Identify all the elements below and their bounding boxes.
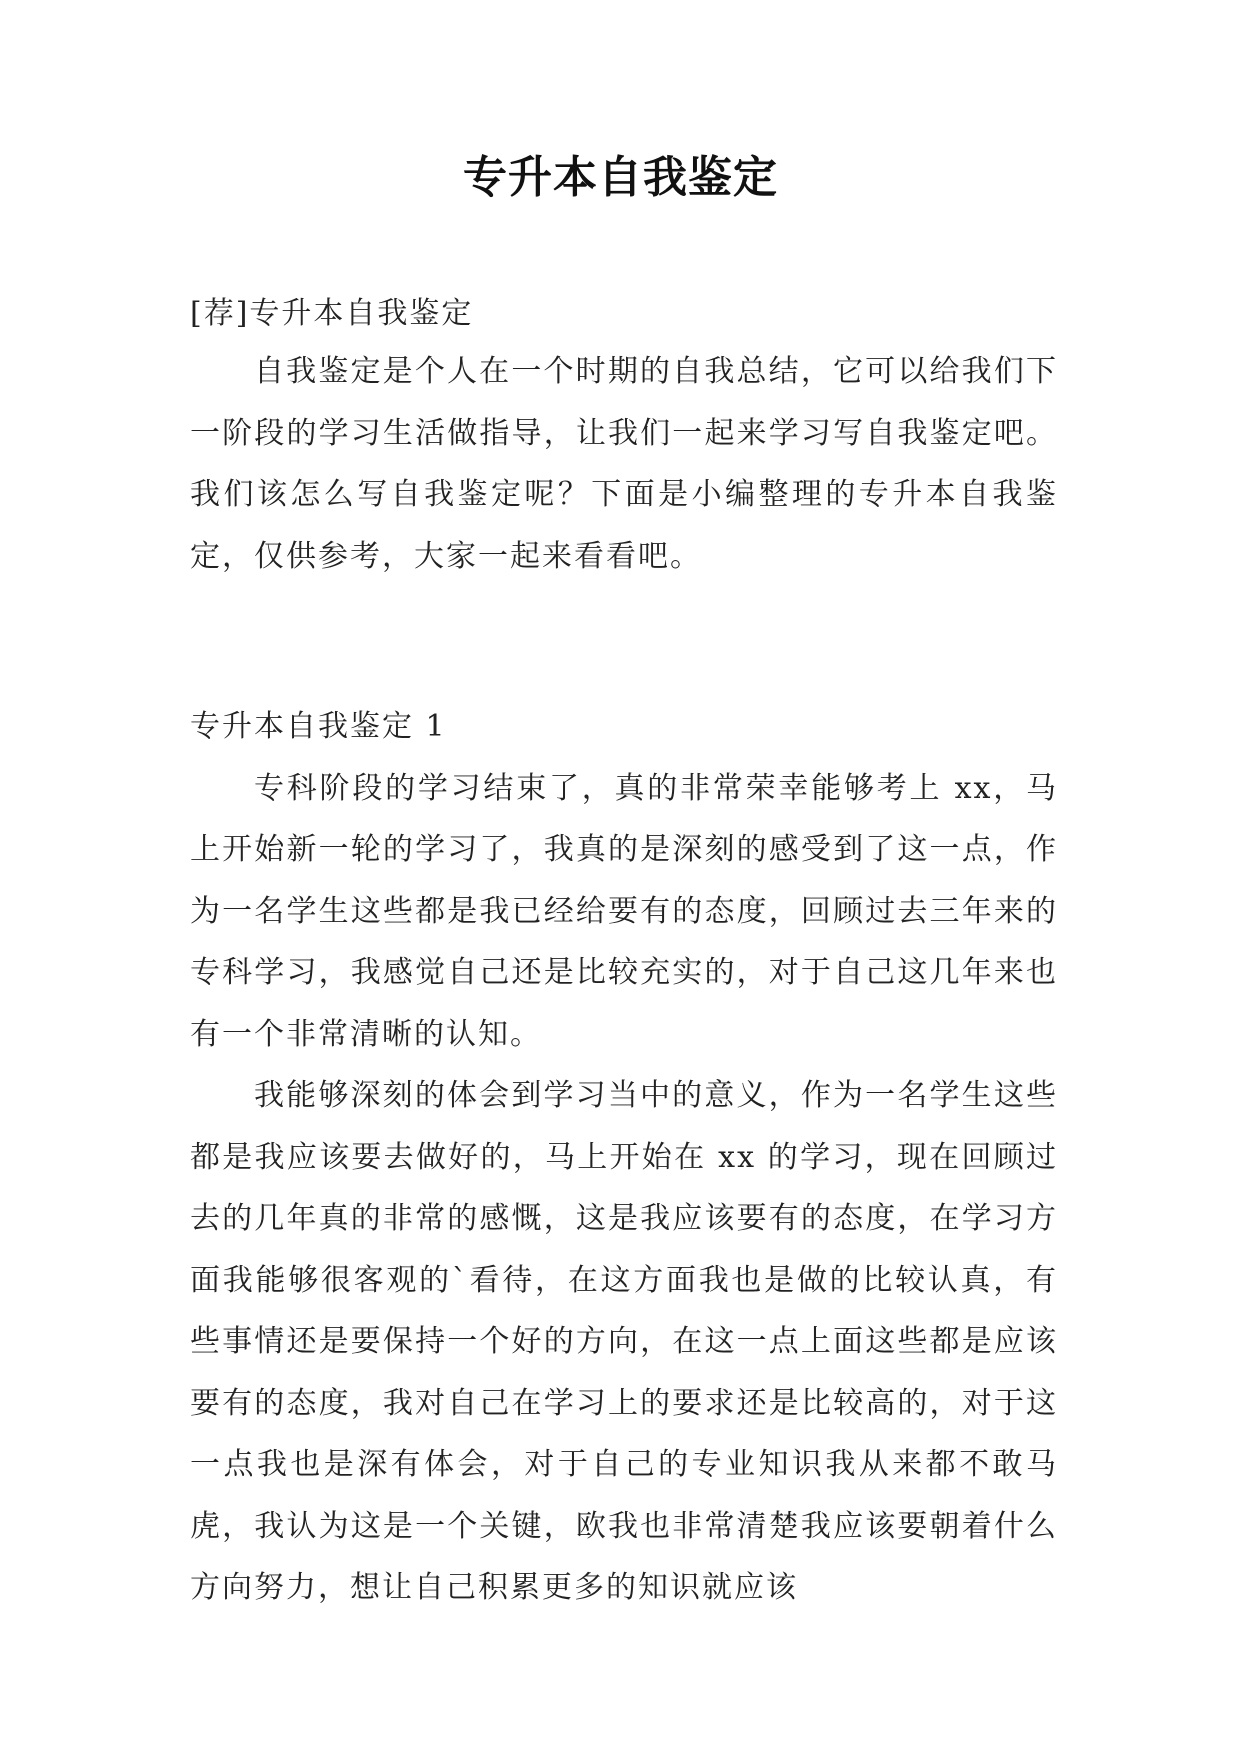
subtitle: [荐]专升本自我鉴定 [190, 296, 474, 331]
section-1 [190, 696, 1058, 1619]
document-title: 专升本自我鉴定 [463, 152, 778, 203]
intro-paragraph: 自我鉴定是个人在一个时期的自我总结，它可以给我们下一阶段的学习生活做指导，让我们一起来学习写自我鉴定吧。我们该怎么写自我鉴定呢？下面是小编整理的专升本自我鉴定，仅供参考，大家一起来看看吧。 [190, 354, 1058, 574]
intro-heading [190, 283, 1058, 345]
section-paragraph: 我能够深刻的体会到学习当中的意义，作为一名学生这些都是我应该要去做好的，马上开始在 xx 的学习，现在回顾过去的几年真的非常的感慨，这是我应该要有的态度，在学习方面我能够很客观的`看待，在这方面我也是做的比较认真，有些事情还是要保持一个好的方向，在这一点上面这些都是应该要有的态度，我对自己在学习上的要求还是比较高的，对于这一点我也是深有体会，对于自己的专业知识我从来都不敢马虎，我认为这是一个关键，欧我也非常清楚我应该要朝着什么方向努力，想让自己积累更多的知识就应该 [190, 1078, 1058, 1605]
intro-section [190, 341, 1058, 587]
section-paragraph: 专科阶段的学习结束了，真的非常荣幸能够考上 xx，马上开始新一轮的学习了，我真的是深刻的感受到了这一点，作为一名学生这些都是我已经给要有的态度，回顾过去三年来的专科学习，我感觉自己还是比较充实的，对于自己这几年来也有一个非常清晰的认知。 [190, 770, 1058, 1052]
section-heading: 专升本自我鉴定 1 [190, 709, 447, 744]
